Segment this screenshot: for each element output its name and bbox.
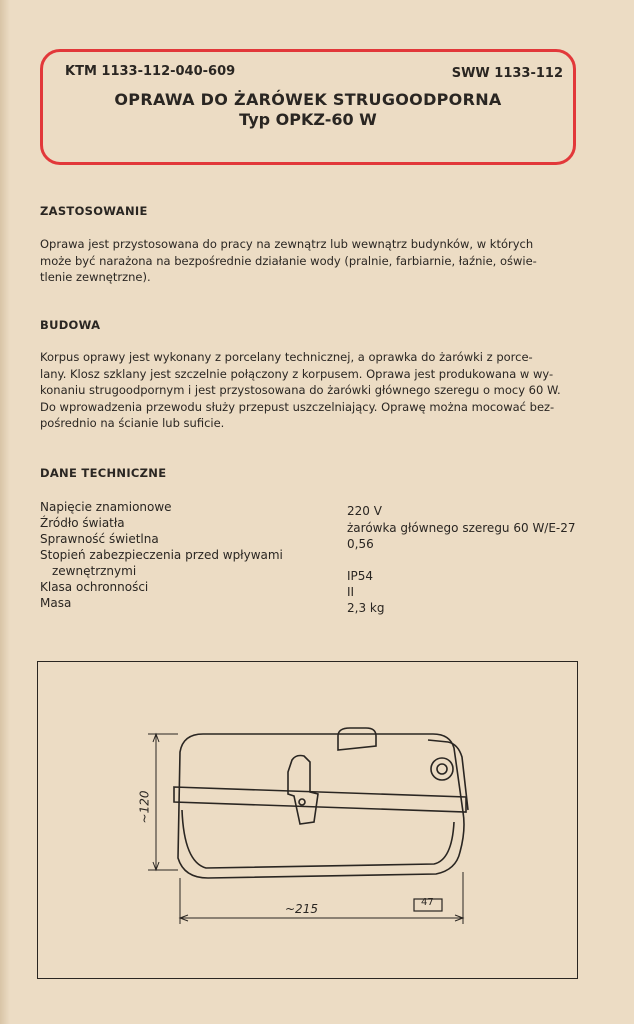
- zastosowanie-line: może być narażona na bezpośrednie działanie wody (pralnie, farbiarnie, łaźnie, oświe-: [40, 253, 537, 268]
- sww-code: SWW 1133-112: [451, 66, 563, 81]
- spec-value-klasa: II: [347, 585, 355, 599]
- zastosowanie-line: Oprawa jest przystosowana do pracy na zewnątrz lub wewnątrz budynków, w których: [40, 237, 534, 251]
- ref-number-label: 47: [421, 897, 434, 908]
- zastosowanie-text: [40, 236, 584, 286]
- budowa-line: pośrednio na ścianie lub suficie.: [40, 416, 225, 430]
- header-box: [40, 49, 576, 165]
- zastosowanie-line: tlenie zewnętrzne).: [40, 270, 151, 284]
- cable-gland-inner: [437, 764, 447, 774]
- height-dimension-label: ~120: [137, 790, 152, 824]
- lamp-drawing: [38, 662, 576, 977]
- spec-label-stopien: Stopień zabezpieczenia przed wpływami: [40, 548, 283, 562]
- lamp-top-knob: [338, 728, 376, 750]
- spec-label-napiecie: Napięcie znamionowe: [40, 500, 172, 514]
- spec-value-zrodlo: żarówka głównego szeregu 60 W/E-27: [347, 521, 576, 535]
- spec-label-klasa: Klasa ochronności: [40, 580, 149, 594]
- budowa-line: konaniu strugoodpornym i jest przystosowana do żarówki głównego szeregu o mocy 60 W.: [40, 383, 561, 397]
- spec-label-masa: Masa: [40, 596, 72, 610]
- section-heading-budowa: BUDOWA: [40, 318, 101, 332]
- cable-gland-outer: [431, 758, 453, 780]
- budowa-line: Do wprowadzenia przewodu służy przepust uszczelniający. Oprawę można mocować bez-: [40, 399, 555, 414]
- spec-value-masa: 2,3 kg: [347, 601, 385, 615]
- document-title: OPRAWA DO ŻARÓWEK STRUGOODPORNA: [114, 90, 502, 109]
- lamp-rim: [174, 787, 466, 812]
- lamp-clamp: [288, 756, 318, 825]
- spec-label-zrodlo: Źródło światła: [40, 516, 125, 530]
- spec-value-sprawnosc: 0,56: [347, 537, 374, 551]
- lamp-glass: [182, 810, 454, 868]
- spec-label-stopien-cont: zewnętrznymi: [52, 564, 137, 578]
- lamp-housing-outline: [178, 734, 464, 878]
- budowa-line: Korpus oprawy jest wykonany z porcelany technicznej, a oprawka do żarówki z porce-: [40, 350, 533, 364]
- budowa-text: [40, 349, 584, 432]
- spec-value-stopien: IP54: [347, 569, 374, 583]
- document-subtitle: Typ OPKZ-60 W: [239, 110, 377, 129]
- budowa-line: lany. Klosz szklany jest szczelnie połączony z korpusem. Oprawa jest produkowana w wy-: [40, 366, 554, 381]
- width-dimension-label: ~215: [285, 902, 318, 916]
- technical-drawing-frame: [37, 661, 578, 979]
- page-edge: [0, 0, 10, 1024]
- spec-label-sprawnosc: Sprawność świetlna: [40, 532, 159, 546]
- ktm-code: KTM 1133-112-040-609: [65, 64, 236, 79]
- clamp-pin: [299, 799, 305, 805]
- section-heading-zastosowanie: ZASTOSOWANIE: [40, 204, 148, 218]
- section-heading-dane: DANE TECHNICZNE: [40, 466, 167, 480]
- spec-value-napiecie: 220 V: [347, 504, 382, 518]
